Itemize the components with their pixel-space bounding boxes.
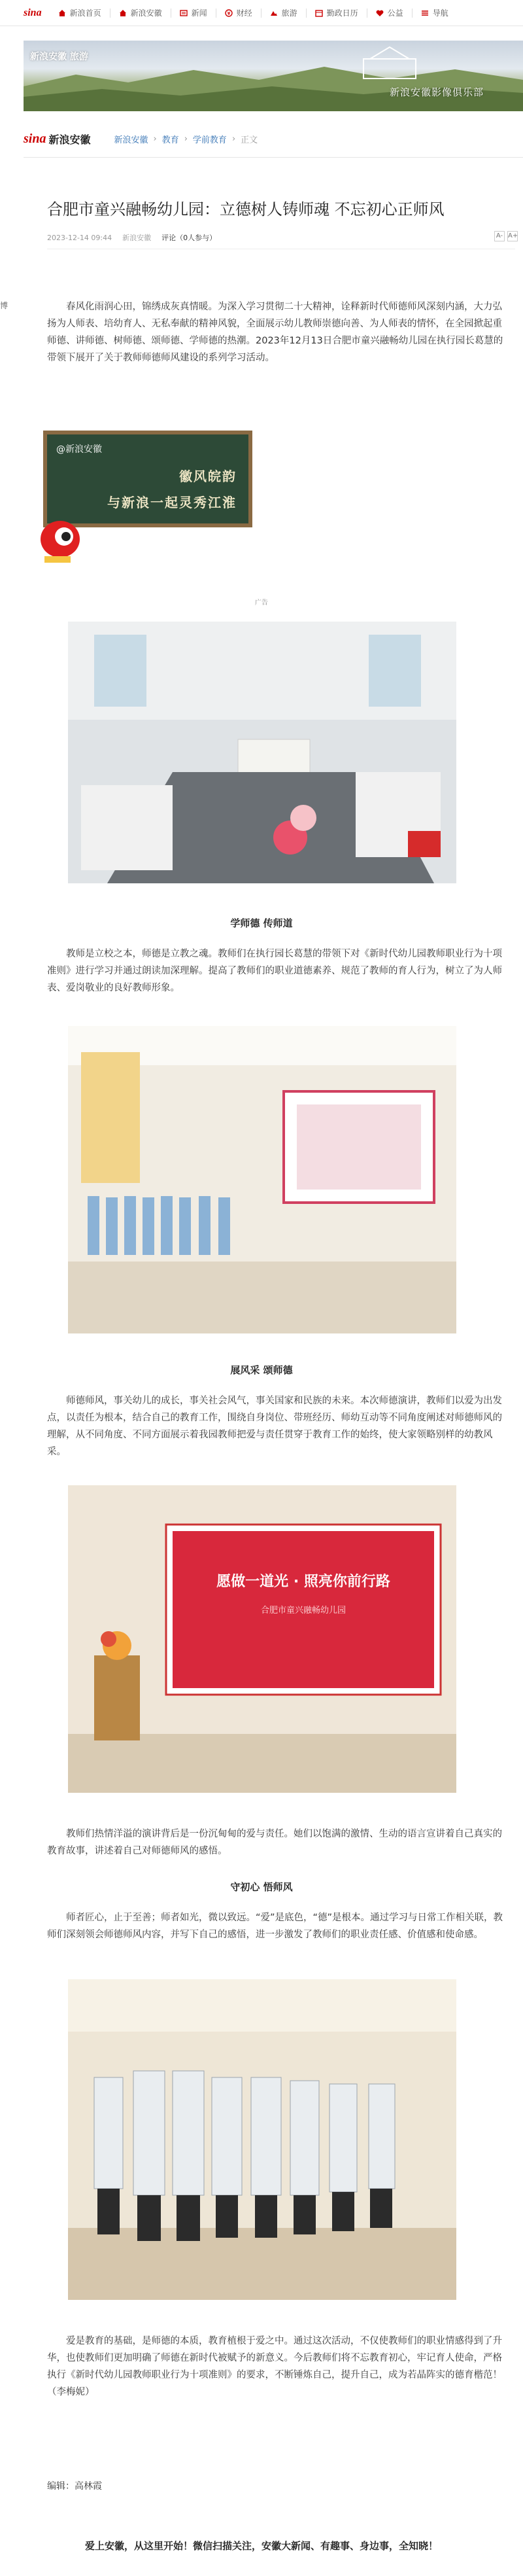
comment-count-link[interactable]: 评论（0人参与）	[161, 234, 217, 242]
channel-name[interactable]: 新浪安徽	[48, 133, 91, 146]
sina-logo-large[interactable]: sina	[24, 132, 46, 146]
wechat-follow-banner[interactable]: 爱上安徽，从这里开始！微信扫描关注，安徽大新闻、有趣事、身边事，全知晓！	[84, 2540, 438, 2552]
font-decrease-button[interactable]: A-	[494, 231, 505, 241]
breadcrumb-separator: ›	[184, 134, 188, 144]
paragraph-2: 教师是立校之本，师德是立教之魂。教师们在执行园长葛慧的带领下对《新时代幼儿园教师职业行为十项准则》进行学习并通过朗读加深理解。提高了教师们的职业道德素养、规范了教师的育人行为，树立了为人师表、爱岗敬业的良好教师形象。	[47, 949, 502, 993]
slide-title: 愿做一道光 · 照亮你前行路	[216, 1574, 390, 1590]
promo-ad[interactable]	[31, 431, 254, 574]
intro-paragraph: 春风化雨润心田，锦绣成灰真情暖。为深入学习贯彻二十大精神，诠释新时代师德师风深刻内涵，大力弘扬为人师表、培幼育人、无私奉献的精神风貌，全面展示幼儿教师崇德向善、为人师表的情怀，在全园掀起重师德、讲师德、树师德、颂师德、学师德的热潮。2023年12月13日合肥市童兴融畅幼儿园在执行园长葛慧的带领下展开了关于教师师德师风建设的系列学习活动。	[47, 302, 503, 363]
sina-logo[interactable]: sina	[24, 7, 42, 18]
paragraph-6: 爱是教育的基础，是师德的本质，教育植根于爱之中。通过这次活动，不仅使教师们的职业情感得到了升华，也使教师们更加明确了师德在新时代被赋予的新意义。今后教师们将不忘教育初心，牢记育人使命，严格执行《新时代幼儿园教师职业行为十项准则》的要求，不断锤炼自己，提升自己，成为若晶阵实的德育楷范！（李梅妮）	[47, 2336, 502, 2397]
section-heading-1: 学师德 传师道	[230, 917, 293, 929]
section-heading-3: 守初心 悟师风	[230, 1881, 293, 1893]
travel-icon	[270, 9, 278, 17]
breadcrumb-preschool[interactable]: 学前教育	[192, 135, 227, 145]
paragraph-3: 师德师风，事关幼儿的成长，事关社会风气，事关国家和民族的未来。本次师德演讲，教师们以爱为出发点，以责任为根本，结合自己的教育工作，围绕自身岗位、带班经历、师幼互动等不同角度阐述对师德师风的理解，从不同角度、不同方面展示着我园教师把爱与责任贯穿于教育工作的始终，使大家领略别样的幼教风采。	[47, 1396, 502, 1457]
font-size-controls	[494, 231, 518, 241]
pledge-photo	[68, 1979, 456, 2300]
font-increase-button[interactable]: A+	[507, 231, 518, 241]
nav-item-sina-anhui[interactable]: 新浪安徽	[110, 9, 171, 18]
nav-item-sina-home[interactable]: 新浪首页	[50, 9, 110, 18]
finance-icon	[225, 9, 233, 17]
ad-caption: 广告	[255, 599, 268, 607]
banner-brand: 新浪安徽 旅游	[30, 52, 88, 62]
promo-line-1: 徽风皖韵	[179, 468, 237, 484]
paragraph-4: 教师们热情洋溢的演讲背后是一份沉甸甸的爱与责任。她们以饱满的激情、生动的语言宣讲着自己真实的教育故事，讲述着自己对师德师风的感悟。	[47, 1829, 502, 1856]
banner-landscape	[24, 41, 523, 111]
nav-item-news[interactable]: 新闻	[171, 9, 216, 18]
article-source[interactable]: 新浪安徽	[122, 234, 152, 242]
side-blog-tab[interactable]: 博	[0, 301, 8, 310]
breadcrumb-separator: ›	[231, 134, 236, 144]
nav-item-calendar[interactable]: 勤政日历	[307, 9, 367, 18]
paragraph-5: 师者匠心，止于至善；师者如光，微以致远。“爱”是底色，“德”是根本。通过学习与日常工作相关联，教师们深刻领会师德师风内容，并写下自己的感悟，进一步激发了教师们的职业责任感、价值感和使命感。	[47, 1913, 503, 1940]
editor-credit: 编辑：高林霞	[47, 2481, 102, 2492]
news-icon	[180, 9, 188, 17]
nav-item-charity[interactable]: 公益	[367, 9, 413, 18]
home-icon	[119, 9, 127, 17]
nav-icon	[421, 9, 429, 17]
breadcrumb-current: 正文	[241, 135, 258, 145]
nav-item-navigation[interactable]: 导航	[413, 9, 457, 18]
top-nav	[0, 0, 523, 26]
nav-item-finance[interactable]: 财经	[216, 9, 262, 18]
article-meta	[47, 232, 523, 243]
publish-date: 2023-12-14 09:44	[47, 233, 112, 242]
sina-eye-mascot-icon	[31, 509, 90, 568]
heart-icon	[376, 9, 384, 17]
article-title: 合肥市童兴融畅幼儿园：立德树人铸师魂 不忘初心正师风	[47, 200, 445, 219]
speech-photo	[68, 1485, 456, 1793]
slide-subtitle: 合肥市童兴融畅幼儿园	[260, 1606, 346, 1615]
breadcrumb-education[interactable]: 教育	[161, 135, 179, 145]
banner-club-text: 新浪安徽影像俱乐部	[389, 86, 484, 98]
breadcrumb-home[interactable]: 新浪安徽	[114, 135, 148, 145]
breadcrumb-separator: ›	[153, 134, 157, 144]
nav-item-travel[interactable]: 旅游	[262, 9, 307, 18]
meeting-photo	[68, 622, 456, 883]
section-heading-2: 展风采 颂师德	[230, 1364, 293, 1376]
calendar-icon	[315, 9, 323, 17]
group-photo-hall	[68, 1026, 456, 1333]
travel-banner[interactable]	[24, 41, 523, 111]
home-icon	[58, 9, 66, 17]
promo-tag: @新浪安徽	[56, 444, 102, 455]
promo-line-2: 与新浪一起灵秀江淮	[107, 495, 237, 510]
breadcrumb	[114, 133, 258, 145]
channel-header	[24, 121, 523, 158]
